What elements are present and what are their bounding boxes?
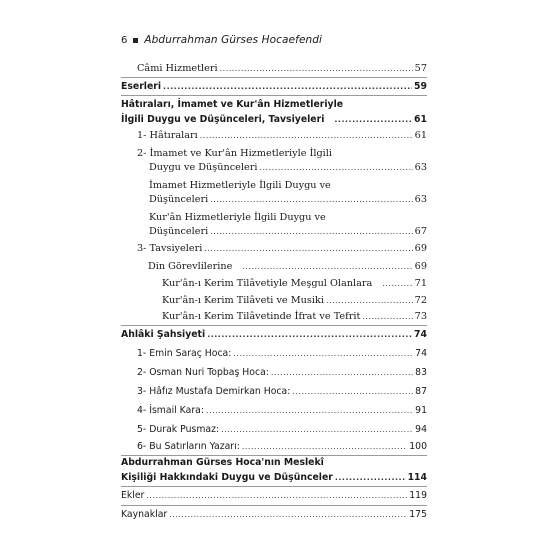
section-divider <box>121 325 427 326</box>
dot-leader <box>163 81 412 93</box>
toc-entry-page: 83 <box>415 367 427 378</box>
toc-entry-label-line2: Duygu ve Düşünceleri <box>149 162 258 173</box>
dot-leader <box>271 367 413 379</box>
toc-entry-label: Din Görevlilerine <box>148 261 233 272</box>
toc-entry-2-imamet[interactable] <box>121 148 427 174</box>
toc-entry-page: 57 <box>414 63 427 74</box>
toc-entry-page: 61 <box>414 130 427 141</box>
toc-entry-page: 74 <box>415 348 427 359</box>
toc-entry-page: 114 <box>407 472 427 483</box>
running-title: Abdurrahman Gürses Hocaefendi <box>144 34 323 46</box>
toc-entry-label-line2: Düşünceleri <box>149 194 209 205</box>
toc-entry-label: Eserleri <box>121 81 162 92</box>
section-divider <box>121 505 427 506</box>
toc-entry-label-line1: Kur'ân Hizmetleriyle İlgili Duygu ve <box>149 212 326 223</box>
toc-entry-label: 3- Tavsiyeleri <box>137 243 203 254</box>
toc-entry-page: 69 <box>414 243 427 254</box>
toc-entry-label: Câmi Hizmetleri <box>137 63 218 74</box>
toc-entry-label-line2: Düşünceleri <box>149 226 209 237</box>
dot-leader <box>200 130 413 142</box>
dot-leader <box>146 490 407 502</box>
toc-entry-label: Kur'ân-ı Kerim Tilâvetinde İfrat ve Tefrit <box>162 311 361 322</box>
toc-entry-page: 74 <box>414 329 427 340</box>
dot-leader <box>242 261 412 273</box>
section-divider <box>121 77 427 78</box>
toc-entry-page: 61 <box>414 114 427 125</box>
toc-entry-page: 71 <box>414 278 427 289</box>
toc-entry-page: 63 <box>414 194 427 205</box>
toc-entry-label-line1: 2- İmamet ve Kur'ân Hizmetleriyle İlgili <box>137 148 332 159</box>
toc-entry-page: 69 <box>414 261 427 272</box>
toc-entry-label-line2: İlgili Duygu ve Düşünceleri, Tavsiyeleri <box>121 114 325 125</box>
dot-leader <box>259 162 412 174</box>
dot-leader <box>382 278 412 290</box>
toc-entry-label: 3- Hâfız Mustafa Demirkan Hoca: <box>137 386 291 397</box>
toc-entry-label-line1: Hâtıraları, İmamet ve Kur'ân Hizmetleriyle <box>121 99 344 110</box>
dot-leader <box>334 114 412 126</box>
toc-entry-label: 1- Hâtıraları <box>137 130 198 141</box>
toc-entry-page: 119 <box>409 490 427 501</box>
square-bullet-icon <box>133 38 138 43</box>
toc-entry-label: 2- Osman Nuri Topbaş Hoca: <box>137 367 269 378</box>
toc-entry-page: 175 <box>409 509 427 520</box>
toc-entry-label: Kur'ân-ı Kerim Tilâveti ve Musiki <box>162 295 324 306</box>
running-header <box>121 32 441 48</box>
dot-leader <box>362 311 412 323</box>
toc-entry-label-line2: Kişiliği Hakkındaki Duygu ve Düşünceler <box>121 472 333 483</box>
dot-leader <box>220 63 413 75</box>
dot-leader <box>206 405 413 417</box>
toc-entry-page: 87 <box>415 386 427 397</box>
dot-leader <box>210 194 412 206</box>
toc-entry-label-line1: İmamet Hizmetleriyle İlgili Duygu ve <box>149 180 331 191</box>
section-divider <box>121 455 427 456</box>
dot-leader <box>335 472 406 484</box>
toc-entry-page: 59 <box>414 81 427 92</box>
toc-entry-label: 1- Emin Saraç Hoca: <box>137 348 232 359</box>
section-divider <box>121 486 427 487</box>
toc-entry-label: Kaynaklar <box>121 509 168 520</box>
page-number: 6 <box>121 34 128 46</box>
dot-leader <box>292 386 413 398</box>
toc-entry-label: 6- Bu Satırların Yazarı: <box>137 441 240 452</box>
section-divider <box>121 95 427 96</box>
dot-leader <box>207 329 412 341</box>
toc-entry-page: 94 <box>415 424 427 435</box>
toc-entry-label: Ahlâki Şahsiyeti <box>121 329 206 340</box>
toc-entry-hatiralari-section[interactable] <box>121 99 427 125</box>
dot-leader <box>204 243 412 255</box>
dot-leader <box>221 424 413 436</box>
dot-leader <box>169 509 407 521</box>
dot-leader <box>233 348 413 360</box>
toc-entry-page: 72 <box>414 295 427 306</box>
toc-entry-label-line1: Abdurrahman Gürses Hoca'nın Meslekî <box>121 457 324 468</box>
toc-entry-page: 73 <box>414 311 427 322</box>
toc-entry-label: Ekler <box>121 490 145 501</box>
toc-entry-page: 91 <box>415 405 427 416</box>
toc-entry-page: 63 <box>414 162 427 173</box>
toc-entry-meslekî-kisiligi[interactable] <box>121 457 427 483</box>
toc-entry-page: 100 <box>409 441 427 452</box>
toc-entry-label: Kur'ân-ı Kerim Tilâvetiyle Meşgul Olanlara <box>162 278 373 289</box>
toc-entry-label: 4- İsmail Kara: <box>137 405 204 416</box>
toc-entry-label: 5- Durak Pusmaz: <box>137 424 220 435</box>
toc-entry-imamet-hizmetleri[interactable] <box>121 180 427 206</box>
dot-leader <box>242 441 407 453</box>
dot-leader <box>326 295 413 307</box>
dot-leader <box>210 226 412 238</box>
toc-entry-kuran-hizmetleri[interactable] <box>121 212 427 238</box>
toc-entry-page: 67 <box>414 226 427 237</box>
